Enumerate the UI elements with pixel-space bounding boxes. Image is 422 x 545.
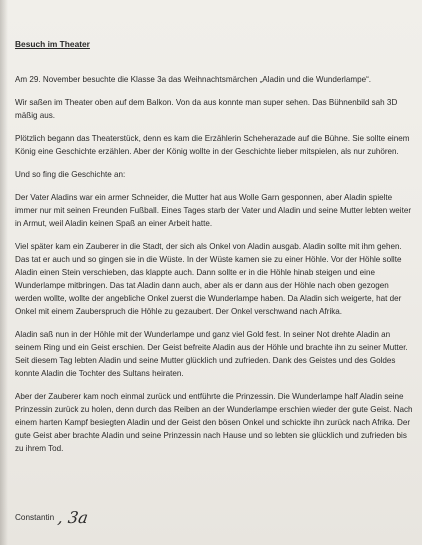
page-shadow xyxy=(0,0,8,545)
paragraph-ending: Aber der Zauberer kam noch einmal zurück und entführte die Prinzessin. Die Wunderlampe half Aladin seine Prinzessin zurück zu holen, denn durch das Reiben an der Wunderlampe erschien wieder der gute Geist. Nach einem harten Kampf besiegten Aladin und der Geist den bösen Onkel und schickte ihn zurück nach Afrika. Der gute Geist aber brachte Aladin und seine Prinzessin nach Hause und so lebten sie glücklich und zufrieden bis zu ihrem Tod. xyxy=(15,392,413,453)
paragraph-storyteller: Plötzlich begann das Theaterstück, denn es kam die Erzählerin Scheherazade auf die Bühne. Sie sollte einem König eine Geschichte erzählen. Aber der König wollte in der Geschichte lieber mitspielen, als nur zuhören. xyxy=(15,134,410,156)
paragraph-intro: Am 29. November besuchte die Klasse 3a das Weihnachtsmärchen „Aladin und die Wunderlampe“. xyxy=(15,75,372,84)
paragraph-balcony: Wir saßen im Theater oben auf dem Balkon. Von da aus konnte man super sehen. Das Bühnenbild sah 3D mäßig aus. xyxy=(15,98,398,120)
document-title: Besuch im Theater xyxy=(15,39,90,49)
signature-name: Constantin xyxy=(15,513,55,522)
signature-line xyxy=(15,508,88,527)
paragraph-sorcerer: Viel später kam ein Zauberer in die Stadt, der sich als Onkel von Aladin ausgab. Aladin sollte mit ihm gehen. Das tat er auch und so gingen sie in die Wüste. In der Wüste kamen sie zu einer Höhle. Vor der Höhle sollte Aladin einen Stein verschieben, das klappte auch. Dann sollte er in die Höhle hinab steigen und eine Wunderlampe mitbringen. Das tat Aladin dann auch, aber als er dann aus der Höhle nach oben gezogen werden wollte, wollte der angebliche Onkel zuerst die Wunderlampe haben. Da Aladin sich weigerte, hat der Onkel mit einem Zauberspruch die Höhle zu gezaubert. Der Onkel verschwand nach Afrika. xyxy=(15,242,402,316)
document-body xyxy=(15,38,413,465)
paragraph-story-start: Und so fing die Geschichte an: xyxy=(15,170,126,179)
paragraph-family: Der Vater Aladins war ein armer Schneider, die Mutter hat aus Wolle Garn gesponnen, aber Aladin spielte immer nur mit seinen Freunden Fußball. Eines Tages starb der Vater und Aladin und seine Mutter lebten weiter in Armut, weil Aladin keinen Spaß an einer Arbeit hatte. xyxy=(15,193,412,228)
paragraph-cave: Aladin saß nun in der Höhle mit der Wunderlampe und ganz viel Gold fest. In seiner Not drehte Aladin an seinem Ring und ein Geist erschien. Der Geist befreite Aladin aus der Höhle und brachte ihn zu seiner Mutter. Seit diesem Tag lebten Aladin und seine Mutter glücklich und zufrieden. Dank des Geistes und des Goldes konnte Aladin die Tochter des Sultans heiraten. xyxy=(15,330,408,378)
handwritten-class-note: , 3a xyxy=(56,508,90,527)
